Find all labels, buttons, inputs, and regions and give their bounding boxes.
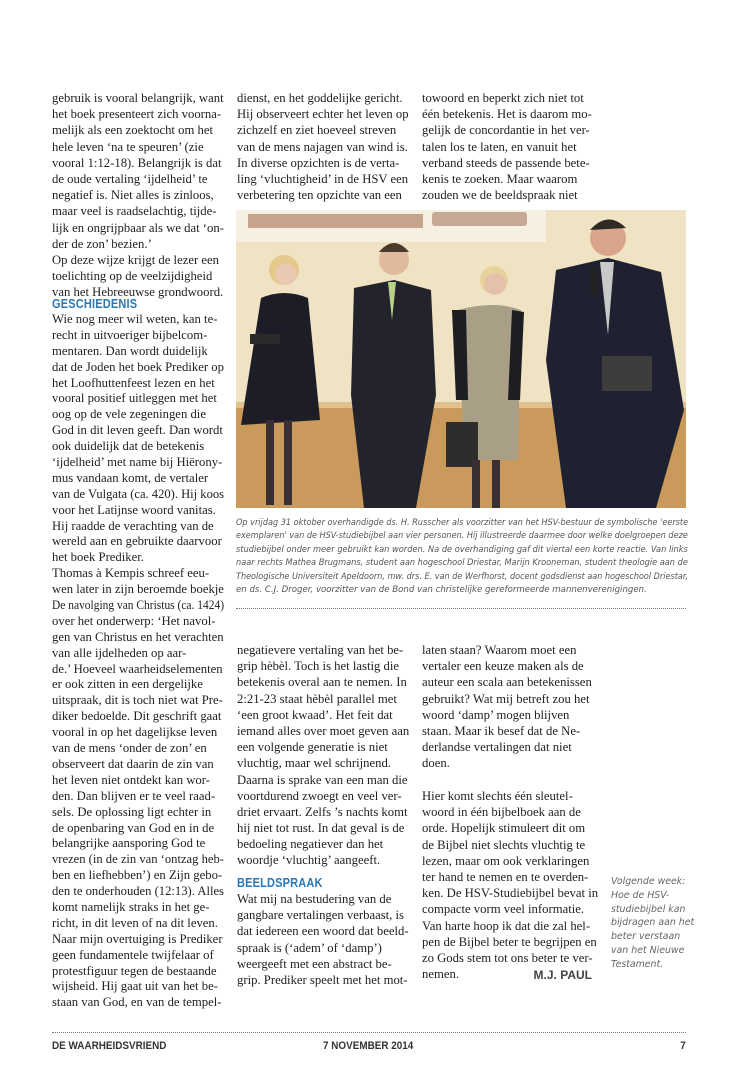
text-line: ben en liefhebben’) en Zijn gebo- xyxy=(52,868,223,883)
text-line: observeert dat daarin de zin van xyxy=(52,756,214,771)
text-line: ook duidelijk dat de betekenis xyxy=(52,439,205,454)
text-line: ‘een groot kwaad’. Het feit dat xyxy=(237,707,393,722)
text-line: iemand alles over moet geven aan xyxy=(237,723,410,738)
text-line: weergeeft met een abstract be- xyxy=(237,956,392,971)
column-mid-bottom xyxy=(237,642,409,869)
text-line: vrezen (in de zin van ‘ontzag heb- xyxy=(52,852,224,867)
text-line: doen. xyxy=(422,756,450,771)
text-line: grip. Prediker speelt met het mot- xyxy=(237,972,408,987)
text-line: God in dit leven geeft. Dan wordt xyxy=(52,423,223,438)
column-left-bottom xyxy=(52,312,242,1011)
text-line: Hij raadde de verachting van de xyxy=(52,518,214,533)
text-line: hele leven ‘na te speuren’ (zie xyxy=(52,139,204,154)
text-line: wen later in zijn beroemde boekje xyxy=(52,582,224,597)
text-line: gebruikt? Wat mij betreft zou het xyxy=(422,691,590,706)
text-line: dienst, en het goddelijke gericht. xyxy=(237,91,403,105)
text-line: Hoe de HSV- xyxy=(611,889,670,901)
column-mid-bottom-2 xyxy=(237,891,409,988)
text-line: toelichting op de veelzijdigheid xyxy=(52,269,213,284)
text-line: woord ‘damp’ mogen blijven xyxy=(422,707,570,722)
text-line: voor het Latijnse woord vanitas. xyxy=(52,502,216,517)
text-line: staan. Maar ik besef dat de Ne- xyxy=(422,723,581,738)
text-line: gelijk de concordantie in het ver- xyxy=(422,123,590,138)
text-line: vluchtig, maar wel schrijnend. xyxy=(237,756,391,771)
text-line: Op deze wijze krijgt de lezer een xyxy=(52,252,219,267)
text-line: talen los te laten, en vanuit het xyxy=(422,139,577,154)
text-line: de oude vertaling ‘ijdelheid’ te xyxy=(52,171,208,186)
text-line: staan van God, en van de tempel- xyxy=(52,995,222,1010)
text-line: zo Gods stem tot ons beter te ver- xyxy=(422,950,593,965)
text-line: er ook zitten in een dergelijke xyxy=(52,677,203,692)
text-line: uitspraak, dit is toch niet wat Pre- xyxy=(52,693,223,708)
text-line: sels. De oplossing ligt echter in xyxy=(52,804,212,819)
text-line: van het Nieuwe xyxy=(611,944,685,956)
text-line: In diverse opzichten is de verta- xyxy=(237,155,400,170)
text-line: belangrijke aansporing God te xyxy=(52,836,206,851)
text-line: betekenis overal aan te nemen. In xyxy=(237,675,407,690)
text-line: laten staan? Waarom moet een xyxy=(422,643,577,657)
text-line: gen van Christus en het verachten xyxy=(52,629,224,644)
text-line: van alle ijdelheden op aar- xyxy=(52,645,187,660)
text-line: bedoeling negatiever dan het xyxy=(237,837,384,852)
text-line: ‘ijdelheid’ met name bij Hiërony- xyxy=(52,455,223,470)
text-line: wereld aan en gebruikte daarvoor xyxy=(52,534,222,549)
text-line: mentaren. Dan wordt duidelijk xyxy=(52,343,208,358)
text-line: Wat mij na bestudering van de xyxy=(237,892,392,906)
photo-caption xyxy=(236,517,716,597)
text-line: maar veel is raadselachtig, tijde- xyxy=(52,204,217,219)
text-line: lezen, maar om ook verklaringen xyxy=(422,853,590,868)
text-line: towoord en beperkt zich niet tot xyxy=(422,91,584,105)
column-right-top xyxy=(422,90,592,203)
text-line: mus vandaan komt, de vertaler xyxy=(52,470,209,485)
text-line: den te onderhouden (12:13). Alles xyxy=(52,884,224,899)
text-line: woordje ‘vluchtig’ aangeeft. xyxy=(237,853,381,868)
text-line: naar rechts Mathea Brugmans, student aan hogeschool Driestar, Marijn Krooneman, student theologie aan de xyxy=(236,558,688,569)
text-line: driet ervaart. Zelfs ’s nachts komt xyxy=(237,804,408,819)
text-line: wijsheid. Hij gaat uit van het be- xyxy=(52,979,218,994)
text-line: beter verstaan xyxy=(611,931,681,943)
event-photo xyxy=(236,210,686,508)
text-line: studiebijbel kan xyxy=(611,903,686,915)
text-line: van de mens najagen van wind is. xyxy=(237,139,408,154)
column-left-top xyxy=(52,90,224,300)
text-line: der de zon’ bezien.’ xyxy=(52,236,152,251)
text-line: de.’ Hoeveel waarheidselementen xyxy=(52,661,223,676)
text-line: verband steeds de passende bete- xyxy=(422,155,590,170)
text-line: Hier komt slechts één sleutel- xyxy=(422,789,573,803)
text-line: exemplaren' van de HSV-studiebijbel aan vier personen. Hij illustreerde daarmee door welke doelgroepen deze xyxy=(236,531,688,542)
text-line: vertaler een keuze maken als de xyxy=(422,659,584,674)
text-line: komt namelijk straks in het ge- xyxy=(52,899,210,914)
section-heading-geschiedenis: GESCHIEDENIS xyxy=(52,297,138,311)
text-line: pen de Bijbel beter te begrijpen en xyxy=(422,934,597,949)
text-line: Theologische Universiteit Apeldoorn, mw. drs. E. van de Werfhorst, docent godsdienst aan hogeschool Driestar, xyxy=(236,571,688,582)
text-line: grip hèbèl. Toch is het lastig die xyxy=(237,659,400,674)
text-line: dat iedereen een woord dat beeld- xyxy=(237,924,409,939)
text-line: gebruik is vooral belangrijk, want xyxy=(52,91,224,105)
text-line: en ds. C.J. Droger, voorzitter van de Bond van christelijke gereformeerde mannenverenigingen. xyxy=(236,584,647,595)
author-byline: M.J. PAUL xyxy=(533,968,592,982)
text-line: Naar mijn overtuiging is Prediker xyxy=(52,931,223,946)
footer-publication: DE WAARHEIDSVRIEND xyxy=(52,1040,167,1052)
column-right-bottom-2 xyxy=(422,788,598,982)
column-right-bottom xyxy=(422,642,592,772)
text-line: woord in één bijbelboek aan de xyxy=(422,805,581,820)
text-line: over het onderwerp: ‘Het navol- xyxy=(52,613,216,628)
text-line: 2:21-23 staat hèbèl parallel met xyxy=(237,691,397,706)
text-line: hij niet tot rust. In dat geval is de xyxy=(237,821,405,836)
text-line: vooral 1:12-18). Belangrijk is dat xyxy=(52,155,222,170)
text-line: één betekenis. Het is daarom mo- xyxy=(422,107,592,122)
text-line: de Bijbel niet slechts vluchtig te xyxy=(422,837,586,852)
text-line: Thomas à Kempis schreef eeu- xyxy=(52,566,210,581)
text-line: van het Hebreeuwse grondwoord. xyxy=(52,285,224,300)
text-line: ling ‘vluchtigheid’ in de HSV een xyxy=(237,171,409,186)
text-line: zichzelf en ziet hoeveel streven xyxy=(237,123,397,138)
text-line: ken. De HSV-Studiebijbel bevat in xyxy=(422,886,599,901)
text-line: compacte vorm veel informatie. xyxy=(422,902,585,917)
text-line: Testament. xyxy=(611,958,664,970)
text-line: spraak is (‘adem’ of ‘damp’) xyxy=(237,940,382,955)
footer-page-number: 7 xyxy=(680,1040,686,1052)
footer-divider xyxy=(52,1032,686,1033)
text-line: Van harte hoop ik dat die zal hel- xyxy=(422,918,591,933)
text-line: De navolging van Christus (ca. 1424) xyxy=(52,598,225,613)
text-line: kenis te zoeken. Maar waarom xyxy=(422,171,578,186)
footer-date: 7 NOVEMBER 2014 xyxy=(323,1040,414,1052)
text-line: Op vrijdag 31 oktober overhandigde ds. H. Russcher als voorzitter van het HSV-bestuur de symbolische 'eerste xyxy=(236,518,689,528)
column-mid-top xyxy=(237,90,409,203)
text-line: vooral in op het dagelijkse leven xyxy=(52,725,218,740)
text-line: ter hand te nemen en te overden- xyxy=(422,869,589,884)
text-line: negatief is. Niet alles is zinloos, xyxy=(52,188,214,203)
text-line: Hij observeert echter het leven op xyxy=(237,107,409,122)
text-line: het boek presenteert zich voorna- xyxy=(52,107,222,122)
text-line: geen fundamentele twijfelaar of xyxy=(52,947,214,962)
text-line: bijdragen aan het xyxy=(611,917,695,929)
text-line: protestfiguur tegen de bestaande xyxy=(52,963,217,978)
text-line: het boek Prediker. xyxy=(52,550,144,565)
text-line: het leven niet ontdekt kan wor- xyxy=(52,772,210,787)
text-line: Volgende week: xyxy=(611,876,686,887)
text-line: melijk als een zoektocht om het xyxy=(52,123,214,138)
text-line: recht in uitvoeriger bijbelcom- xyxy=(52,327,208,342)
text-line: negatievere vertaling van het be- xyxy=(237,643,404,657)
text-line: voortdurend zwoegt en veel ver- xyxy=(237,788,402,803)
divider xyxy=(236,608,686,609)
text-line: van de mens ‘onder de zon’ en xyxy=(52,741,207,756)
text-line: derlandse vertalingen dat niet xyxy=(422,740,572,755)
text-line: studiebijbel onder meer gebruikt kan worden. Na de overhandiging gaf dit viertal een korte reactie. Van links xyxy=(236,544,688,555)
text-line: het Loofhuttenfeest lezen en het xyxy=(52,375,215,390)
text-line: auteur een scala aan betekenissen xyxy=(422,675,592,690)
text-line: richt, in dit leven of na dit leven. xyxy=(52,915,218,930)
text-line: zouden we de beeldspraak niet xyxy=(422,188,578,203)
text-line: diker bedoelde. Dit geschrift gaat xyxy=(52,709,222,724)
text-line: Wie nog meer wil weten, kan te- xyxy=(52,312,218,326)
text-line: nemen. xyxy=(422,967,459,982)
text-line: lijk en ongrijpbaar als we dat ‘on- xyxy=(52,220,224,235)
text-line: een volgende generatie is niet xyxy=(237,740,388,755)
text-line: van de Vulgata (ca. 420). Hij koos xyxy=(52,486,225,501)
text-line: vooral positief uitleggen met het xyxy=(52,391,217,406)
sidenote-next-week xyxy=(611,875,694,972)
text-line: Daarna is sprake van een man die xyxy=(237,772,408,787)
text-line: gangbare vertalingen verbaast, is xyxy=(237,908,404,923)
section-heading-beeldspraak: BEELDSPRAAK xyxy=(237,876,323,890)
text-line: oog op de vele zegeningen die xyxy=(52,407,206,422)
text-line: dat de Joden het boek Prediker op xyxy=(52,359,224,374)
text-line: orde. Hopelijk stimuleert dit om xyxy=(422,821,586,836)
text-line: de openbaring van God en in de xyxy=(52,820,215,835)
text-line: den. Dan blijven er te veel raad- xyxy=(52,788,216,803)
text-line: verbetering ten opzichte van een xyxy=(237,188,402,203)
